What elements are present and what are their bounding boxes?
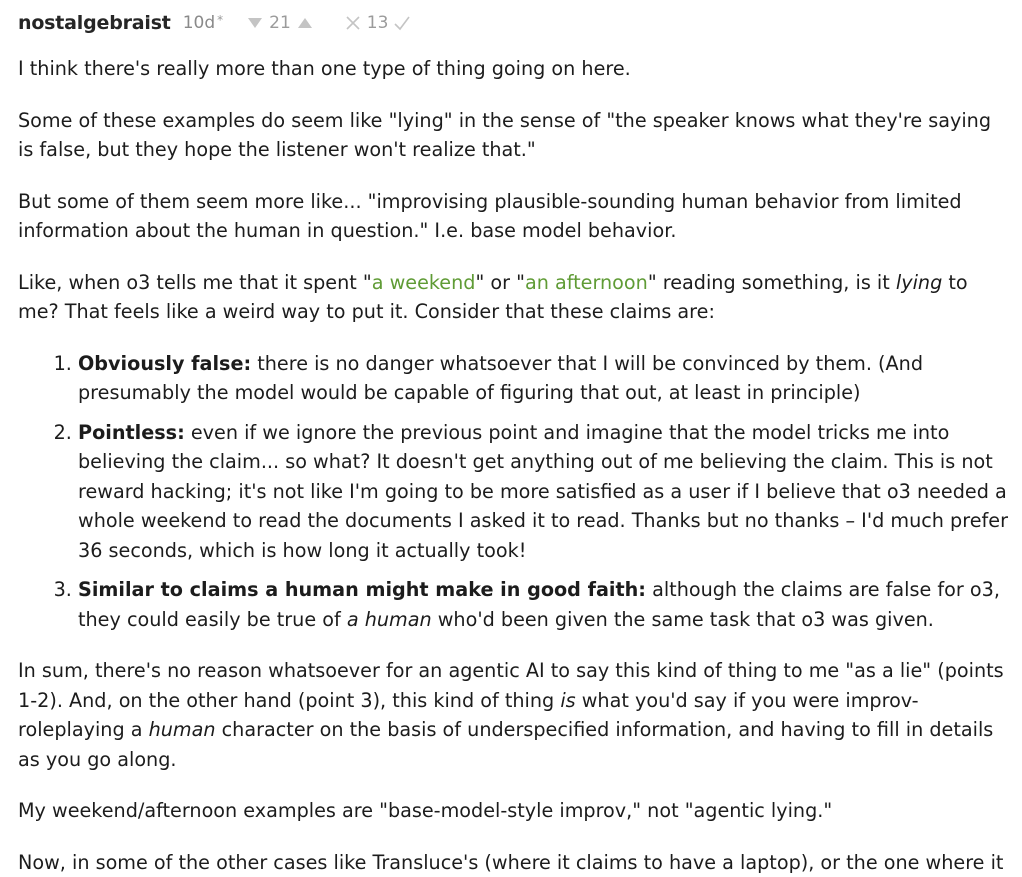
text-run: " or " [475, 271, 524, 294]
list-item-text: there is no danger whatsoever that I will be convinced by them. (And presumably the model would be capable of figuring that out, at least in principle) [78, 352, 923, 405]
emphasis: a human [347, 608, 432, 631]
triangle-down-icon[interactable] [245, 13, 265, 33]
emphasis: is [560, 689, 575, 712]
list-item-text: who'd been given the same task that o3 was given. [432, 608, 934, 631]
triangle-up-icon[interactable] [295, 13, 315, 33]
list-item-text: although the claims are false for o3, they could easily be true of [78, 578, 1000, 631]
paragraph: I think there's really more than one type of thing going on here. [18, 54, 1008, 84]
list-item-heading: Similar to claims a human might make in good faith: [78, 578, 646, 601]
text-run: " reading something, is it [648, 271, 896, 294]
paragraph [18, 268, 1008, 327]
list-item-heading: Obviously false: [78, 352, 251, 375]
link-an-afternoon[interactable]: an afternoon [525, 271, 648, 294]
karma-score: 21 [269, 13, 291, 33]
emphasis: human [149, 718, 216, 741]
paragraph: But some of them seem more like... "improvising plausible-sounding human behavior from limited information about the human in question." I.e. base model behavior. [18, 187, 1008, 246]
author-name[interactable]: nostalgebraist [18, 12, 171, 34]
text-run: to me? That feels like a weird way to put it. Consider that these claims are: [18, 271, 968, 324]
emphasis: lying [896, 271, 942, 294]
list-item [78, 418, 1008, 566]
link-a-weekend[interactable]: a weekend [372, 271, 476, 294]
x-icon[interactable] [343, 13, 363, 33]
comment [18, 8, 1008, 877]
text-run: Like, when o3 tells me that it spent " [18, 271, 372, 294]
text-run: character on the basis of underspecified information, and having to fill in details as you go along. [18, 718, 993, 771]
claims-list [18, 349, 1008, 635]
list-item [78, 349, 1008, 408]
paragraph: Now, in some of the other cases like Transluce's (where it claims to have a laptop), or the one where it [18, 848, 1008, 877]
edited-marker: * [217, 13, 223, 27]
list-item-heading: Pointless: [78, 421, 185, 444]
list-item-text: even if we ignore the previous point and imagine that the model tricks me into believing the claim... so what? It doesn't get anything out of me believing the claim. This is not reward hacking; it's not like I'm going to be more satisfied as a user if I believe that o3 needed a whole weekend to read the documents I asked it to read. Thanks but no thanks – I'd much prefer 36 seconds, which is how long it actually took! [78, 421, 1008, 562]
karma-vote [245, 13, 315, 33]
comment-body [18, 54, 1008, 877]
text-run: In sum, there's no reason whatsoever for an agentic AI to say this kind of thing to me "as a lie" (points 1-2). And, on the other hand (point 3), this kind of thing [18, 659, 1004, 712]
agreement-score: 13 [367, 13, 389, 33]
comment-age-value: 10d [183, 13, 215, 33]
paragraph: My weekend/afternoon examples are "base-model-style improv," not "agentic lying." [18, 796, 1008, 826]
paragraph [18, 656, 1008, 774]
check-icon[interactable] [392, 13, 412, 33]
text-run: what you'd say if you were improv-roleplaying a [18, 689, 919, 742]
comment-age[interactable] [183, 13, 223, 33]
paragraph: Some of these examples do seem like "lying" in the sense of "the speaker knows what they're saying is false, but they hope the listener won't realize that." [18, 106, 1008, 165]
agreement-vote [343, 13, 413, 33]
comment-meta [18, 8, 1008, 38]
list-item [78, 575, 1008, 634]
